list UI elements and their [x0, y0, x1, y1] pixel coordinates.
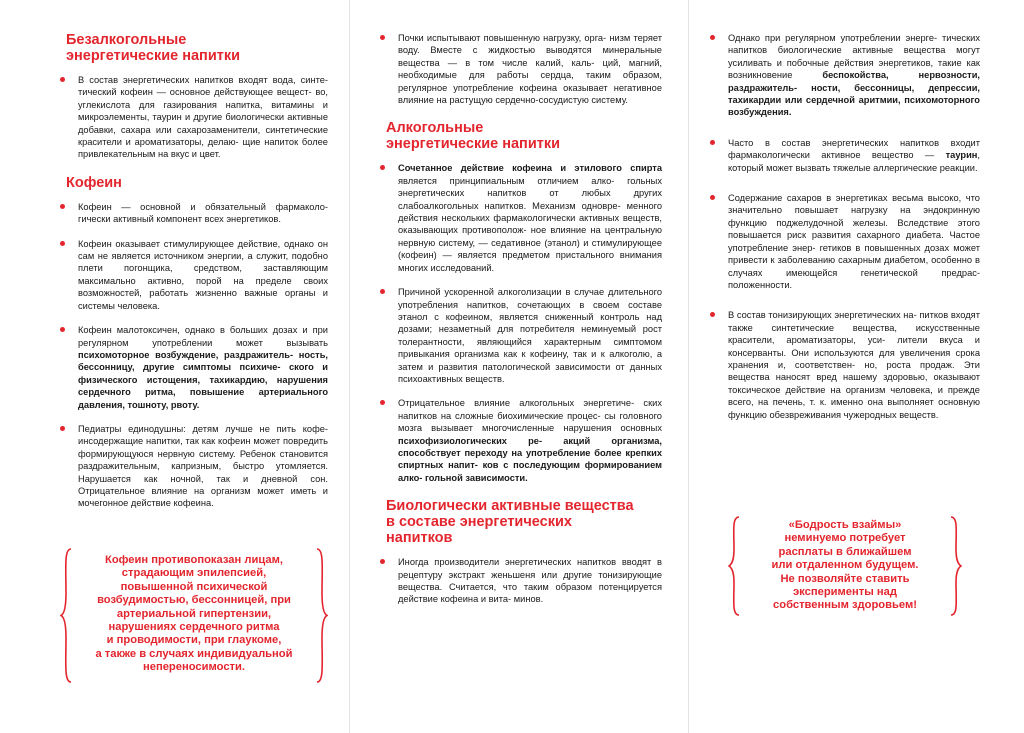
bullet-dot: [60, 77, 65, 82]
fold-line-right: [688, 0, 689, 733]
paragraph-ginseng: Иногда производители энергетических напитков вводят в рецептуру экстракт женьшеня или другие тонизирующие вещества. Считается, что таким образом потенцируется действие кофеина и вита- минов.: [380, 556, 662, 606]
paragraph-alcoholization: Причиной ускоренной алкоголизации в случае длительного употребления напитков, сочетающих в своем составе этанол с кофеином, является сниженный контроль над дозами; незаметный для потребителя неминуемый рост толерантности, являющийся характерным симптомом привыкания организма как к кофеину, так и к алкоголю, а затем и развития патологической зависимости от данных психоактивных веществ.: [380, 286, 662, 385]
paragraph-caffeine-stimulant: Кофеин оказывает стимулирующее действие, однако он сам не является источником энергии, а служит, подобно плети погонщика, средством, заставляющим максимально активно, порой на пределе своих возможностей, работать жизненно важные органы и системы человека.: [60, 238, 328, 312]
heading-bioactive: Биологически активные вещества в составе энергетических напитков: [386, 498, 634, 547]
fold-line-left: [349, 0, 350, 733]
quote-text: «Бодрость взаймы» неминуемо потребует расплаты в ближайшем или отдаленном будущем. Не позволяйте ставить эксперименты над собственным здоровьем!: [771, 519, 919, 612]
paragraph-additives: В состав тонизирующих энергетических на- питков входят также синтетические вещества, искусственные красители, ароматизаторы, уси- лители вкуса и консерванты. Они используются для увеличения срока хранения и, соответствен- но, роста продаж. Эти вещества наносят вред нашему здоровью, оказывают токсическое действие на организм человека, и прежде всего, на печень, т. к. именно она выполняет основную функцию обезвреживания чужеродных веществ.: [710, 309, 980, 421]
paragraph-kidneys: Почки испытывают повышенную нагрузку, орга- низм теряет воду. Вместе с жидкостью выводятся минеральные вещества — в том числе калий, каль- ций, магний, необходимые для работы сердца, таким образом, регулярное употребление кофеина оказывает негативное влияние на растущую сердечно-сосудистую систему.: [380, 32, 662, 106]
paragraph-taurine: Часто в состав энергетических напитков входит фармакологически активное вещество — таурин, который может вызвать тяжелые аллергические реакции.: [710, 137, 980, 174]
paragraph-side-effects: Однако при регулярном употреблении энерге- тических напитков биологические активные вещества могут усиливать и побочные действия энергетиков, такие как возникновение беспокойства, нервозности, раздражитель- ности, бессонницы, депрессии, тахикардии или сердечной аритмии, психомоторного возбуждения.: [710, 32, 980, 119]
paragraph-sugars: Содержание сахаров в энергетиках весьма высоко, что значительно повышает нагрузку на эндокринную функцию поджелудочной железы. Вследствие этого повышается риск развития сахарного диабета. Частое употребление энер- гетиков в повышенных дозах может привести к заболеванию сахарным диабетом, особенно в случаях имеющейся генетической предрас- положенности.: [710, 192, 980, 291]
quote-box-energy-loan: [728, 516, 962, 616]
bullet-dot: [710, 312, 715, 317]
brace-right-icon: [950, 516, 962, 616]
heading-alcoholic: Алкогольные энергетические напитки: [386, 120, 560, 153]
heading-nonalcoholic: Безалкогольные энергетические напитки: [66, 32, 240, 64]
bullet-dot: [60, 204, 65, 209]
paragraph-caffeine-toxicity: Кофеин малотоксичен, однако в больших дозах и при регулярном употреблении может вызывать психомоторное возбуждение, раздражитель- ность, бессонницу, другие симптомы психиче- ского и физического истощения, тахикардию, нарушения сердечного ритма, повышение артериального давления, тошноту, рвоту.: [60, 324, 328, 411]
paragraph-combined-effect: Сочетанное действие кофеина и этилового спирта является принципиальным отличием алко- гольных энергетических напитков от любых других слабоалкогольных напитков. Механизм одновре- менного действия нескольких фармакологически активных веществ, оказывающих противополож- ное влияние на центральную нервную систему, — седативное (этанол) и стимулирующее (кофеин) — является предметом пристального внимания многих исследований.: [380, 162, 662, 274]
bullet-dot: [380, 400, 385, 405]
bullet-dot: [60, 327, 65, 332]
bullet-dot: [380, 289, 385, 294]
column-1: [60, 32, 328, 522]
paragraph-pediatrics: Педиатры единодушны: детям лучше не пить кофе- инсодержащие напитки, так как кофеин может повредить формирующуюся нервную систему. Ребенок становится раздражительным, капризным, быстро утомляется. Нарушается как ночной, так и дневной сон. Отрицательное влияние на организм может иметь и мочегонное действие кофеина.: [60, 423, 328, 510]
bullet-dot: [380, 165, 385, 170]
bullet-dot: [380, 559, 385, 564]
quote-text: Кофеин противопоказан лицам, страдающим эпилепсией, повышенной психической возбудимостью, бессонницей, при артериальной гипертензии, нарушениях сердечного ритма и проводимости, при глаукоме, а также в случаях индивидуальной непереносимости.: [95, 554, 293, 674]
heading-caffeine: Кофеин: [66, 174, 122, 191]
bullet-dot: [710, 140, 715, 145]
brace-left-icon: [728, 516, 740, 616]
bullet-dot: [380, 35, 385, 40]
quote-box-contraindications: [60, 548, 328, 683]
column-3: [710, 32, 980, 433]
bullet-dot: [710, 35, 715, 40]
bullet-dot: [710, 195, 715, 200]
paragraph-brain-effects: Отрицательное влияние алкогольных энергетиче- ских напитков на сложные биохимические процес- сы головного мозга вызывает многочисленные нарушения основных психофизиологических ре- акций организма, способствует переходу на употребление более крепких спиртных напит- ков с последующим формированием алко- гольной зависимости.: [380, 397, 662, 484]
paragraph-caffeine-main: Кофеин — основной и обязательный фармаколо- гически активный компонент всех энергетиков.: [60, 201, 328, 226]
paragraph-composition: В состав энергетических напитков входят вода, синте- тический кофеин — основное действующее вещест- во, углекислота для газирования напитка, витамины и микроэлементы, таурин и другие биологически активные добавки, сахара или сахарозаменители, синтетические красители и ароматизаторы, делаю- щие напиток более привлекательным на вкус и цвет.: [60, 74, 328, 161]
column-2: [380, 32, 662, 618]
bullet-dot: [60, 426, 65, 431]
bullet-dot: [60, 241, 65, 246]
